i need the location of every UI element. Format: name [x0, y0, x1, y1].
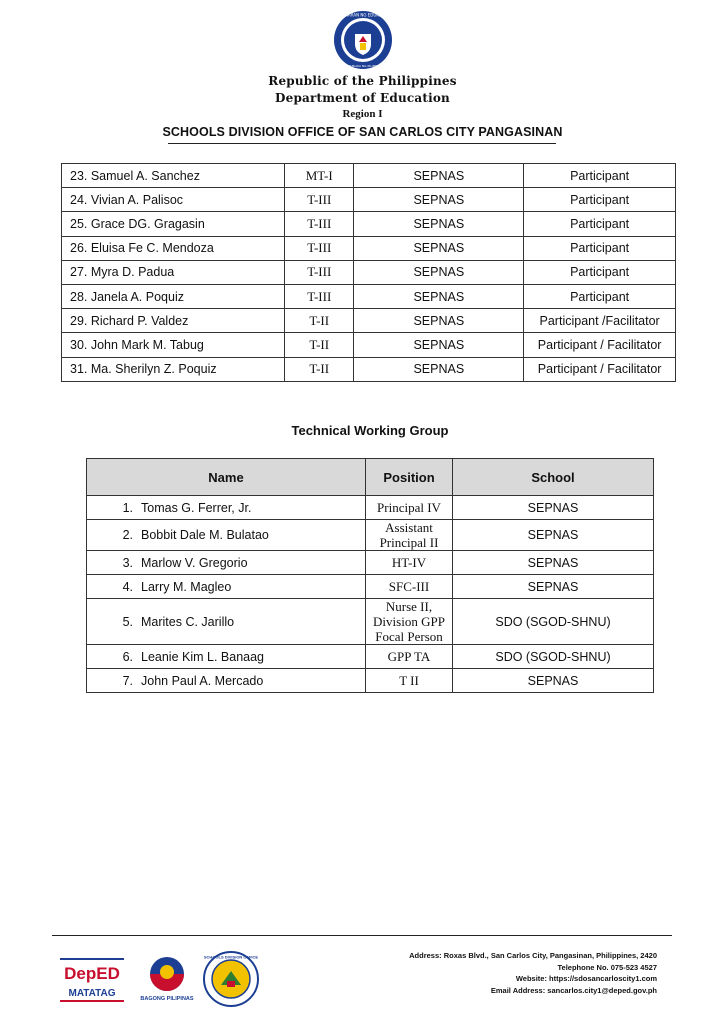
seal-bottom-text: REPUBLIKA NG PILIPINAS [344, 64, 382, 68]
twg-school: SEPNAS [453, 575, 654, 599]
twg-row [87, 599, 654, 645]
sdo-seal-text: SCHOOLS DIVISION OFFICE [203, 954, 259, 960]
participant-role: Participant [524, 212, 676, 236]
participant-name: 23. Samuel A. Sanchez [62, 164, 285, 188]
twg-row [87, 669, 654, 693]
telephone-text: Telephone No. 075-523 4527 [557, 962, 657, 972]
bagong-pilipinas-text: BAGONG PILIPINAS [140, 996, 194, 1002]
twg-row [87, 496, 654, 520]
twg-row-number: 3. [122, 555, 133, 570]
seal-text: KAGAWARAN NG EDUKASYON [333, 12, 393, 18]
participant-row [62, 284, 676, 308]
twg-position: Assistant Principal II [366, 520, 453, 551]
participant-position: T-III [285, 212, 354, 236]
address-text: Address: Roxas Blvd., San Carlos City, Pangasinan, Philippines, 2420 [409, 951, 657, 960]
participant-row [62, 188, 676, 212]
participant-position: T-II [285, 333, 354, 357]
header-rule [168, 143, 556, 144]
participant-role: Participant / Facilitator [524, 357, 676, 381]
deped-seal [333, 10, 393, 70]
twg-name-cell [87, 645, 366, 669]
col-name-header: Name [87, 459, 366, 496]
twg-name-cell [87, 551, 366, 575]
twg-position: T II [366, 669, 453, 693]
twg-school: SEPNAS [453, 551, 654, 575]
twg-row [87, 645, 654, 669]
contact-info [409, 950, 657, 996]
twg-school: SDO (SGOD-SHNU) [453, 645, 654, 669]
sdo-seal-logo [203, 951, 259, 1007]
twg-name-cell [87, 669, 366, 693]
participant-row [62, 309, 676, 333]
participant-role: Participant /Facilitator [524, 309, 676, 333]
twg-row-number: 4. [122, 579, 133, 594]
twg-row-number: 2. [122, 528, 133, 542]
participant-position: T-II [285, 357, 354, 381]
participant-position: T-III [285, 284, 354, 308]
twg-name: Bobbit Dale M. Bulatao [141, 528, 269, 542]
participant-name: 26. Eluisa Fe C. Mendoza [62, 236, 285, 260]
twg-school: SEPNAS [453, 520, 654, 551]
twg-name: Marites C. Jarillo [141, 614, 235, 629]
matatag-text: MATATAG [68, 988, 116, 999]
twg-school: SDO (SGOD-SHNU) [453, 599, 654, 645]
twg-name: Tomas G. Ferrer, Jr. [141, 500, 252, 515]
participant-school: SEPNAS [354, 164, 524, 188]
twg-row [87, 520, 654, 551]
twg-position: GPP TA [366, 645, 453, 669]
website-link[interactable]: Website: https://sdosancarloscity1.com [515, 974, 657, 983]
participant-school: SEPNAS [354, 212, 524, 236]
participant-row [62, 164, 676, 188]
participant-name: 30. John Mark M. Tabug [62, 333, 285, 357]
col-position-header: Position [366, 459, 453, 496]
participant-name: 24. Vivian A. Palisoc [62, 188, 285, 212]
col-school-header: School [453, 459, 654, 496]
participant-position: T-III [285, 260, 354, 284]
participants-table [61, 163, 676, 382]
participant-position: T-III [285, 236, 354, 260]
participant-position: T-II [285, 309, 354, 333]
twg-position: HT-IV [366, 551, 453, 575]
participant-role: Participant / Facilitator [524, 333, 676, 357]
participant-row [62, 212, 676, 236]
participant-name: 25. Grace DG. Gragasin [62, 212, 285, 236]
twg-position: Nurse II, Division GPP Focal Person [366, 599, 453, 645]
region-line: Region I [342, 108, 383, 120]
participant-position: T-III [285, 188, 354, 212]
participant-school: SEPNAS [354, 309, 524, 333]
participant-school: SEPNAS [354, 188, 524, 212]
participant-row [62, 333, 676, 357]
twg-name-cell [87, 575, 366, 599]
twg-name-cell [87, 599, 366, 645]
twg-row-number: 5. [122, 614, 133, 629]
division-line: SCHOOLS DIVISION OFFICE OF SAN CARLOS CITY PANGASINAN [162, 125, 563, 139]
participant-school: SEPNAS [354, 260, 524, 284]
republic-line: Republic of the Philippines [268, 74, 457, 88]
participant-role: Participant [524, 164, 676, 188]
twg-name: Marlow V. Gregorio [141, 555, 248, 570]
twg-title: Technical Working Group [291, 423, 449, 438]
participant-role: Participant [524, 260, 676, 284]
participant-role: Participant [524, 284, 676, 308]
participant-school: SEPNAS [354, 284, 524, 308]
participant-school: SEPNAS [354, 333, 524, 357]
participant-row [62, 357, 676, 381]
twg-row [87, 575, 654, 599]
twg-row [87, 551, 654, 575]
footer-rule [52, 935, 672, 936]
department-line: Department of Education [275, 91, 450, 105]
twg-school: SEPNAS [453, 669, 654, 693]
twg-name-cell [87, 520, 366, 551]
twg-row-number: 1. [122, 500, 133, 515]
participant-name: 29. Richard P. Valdez [62, 309, 285, 333]
twg-row-number: 6. [122, 649, 133, 664]
twg-row-number: 7. [122, 673, 133, 688]
participant-row [62, 260, 676, 284]
participant-role: Participant [524, 188, 676, 212]
participant-row [62, 236, 676, 260]
deped-logo-text: DepED [64, 964, 120, 983]
twg-position: SFC-III [366, 575, 453, 599]
twg-name: Larry M. Magleo [141, 579, 232, 594]
twg-name-cell [87, 496, 366, 520]
twg-table [86, 458, 654, 693]
participant-school: SEPNAS [354, 357, 524, 381]
twg-name: Leanie Kim L. Banaag [141, 649, 265, 664]
participant-name: 27. Myra D. Padua [62, 260, 285, 284]
participant-role: Participant [524, 236, 676, 260]
deped-matatag-logo [58, 955, 126, 1005]
twg-position: Principal IV [366, 496, 453, 520]
email-link[interactable]: Email Address: sancarlos.city1@deped.gov.ph [490, 985, 657, 995]
participant-name: 31. Ma. Sherilyn Z. Poquiz [62, 357, 285, 381]
twg-school: SEPNAS [453, 496, 654, 520]
twg-header-row [87, 459, 654, 496]
bagong-pilipinas-logo [136, 952, 198, 1004]
participant-position: MT-I [285, 164, 354, 188]
participant-school: SEPNAS [354, 236, 524, 260]
twg-name: John Paul A. Mercado [141, 673, 264, 688]
participant-name: 28. Janela A. Poquiz [62, 284, 285, 308]
